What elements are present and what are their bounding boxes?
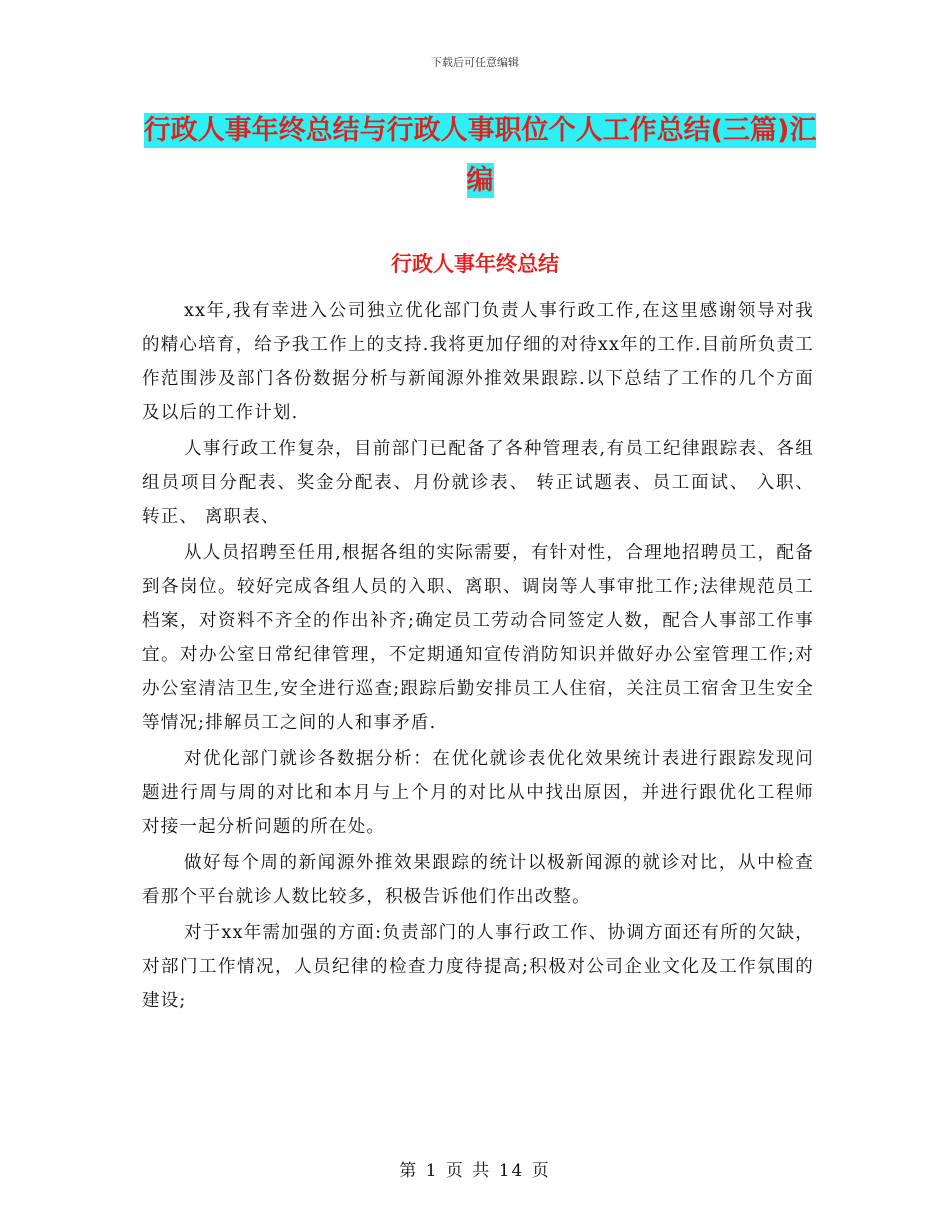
paragraph: xx年,我有幸进入公司独立优化部门负责人事行政工作,在这里感谢领导对我的精心培育，给予我工作上的支持.我将更加仔细的对待xx年的工作.目前所负责工作范围涉及部门各份数据分析与新闻源外推效果跟踪.以下总结了工作的几个方面及以后的工作计划.	[142, 301, 814, 423]
paragraph: 人事行政工作复杂，目前部门已配备了各种管理表,有员工纪律跟踪表、各组组员项目分配表、奖金分配表、月份就诊表、 转正试题表、员工面试、 入职、 转正、 离职表、	[142, 439, 814, 527]
document-title-text: 行政人事年终总结与行政人事职位个人工作总结(三篇)汇编	[143, 115, 817, 196]
paragraph: 做好每个周的新闻源外推效果跟踪的统计以极新闻源的就诊对比，从中检查看那个平台就诊人数比较多，积极告诉他们作出改整。	[142, 853, 814, 907]
document-title	[140, 106, 820, 206]
page-number: 第 1 页 共 14 页	[399, 1161, 551, 1181]
paragraph: 对优化部门就诊各数据分析：在优化就诊表优化效果统计表进行跟踪发现问题进行周与周的对比和本月与上个月的对比从中找出原因，并进行跟优化工程师对接一起分析问题的所在处。	[142, 749, 814, 837]
page-header-note: 下载后可任意编辑	[431, 56, 519, 69]
paragraph: 对于xx年需加强的方面:负责部门的人事行政工作、协调方面还有所的欠缺，对部门工作情况，人员纪律的检查力度待提高;积极对公司企业文化及工作氛围的建设;	[142, 923, 814, 1011]
paragraph: 从人员招聘至任用,根据各组的实际需要，有针对性，合理地招聘员工，配备到各岗位。较好完成各组人员的入职、离职、调岗等人事审批工作;法律规范员工档案，对资料不齐全的作出补齐;确定员工劳动合同签定人数，配合人事部工作事宜。对办公室日常纪律管理，不定期通知宣传消防知识并做好办公室管理工作;对办公室清洁卫生,安全进行巡查;跟踪后勤安排员工人住宿，关注员工宿舍卫生安全等情况;排解员工之间的人和事矛盾.	[142, 543, 814, 733]
section-title: 行政人事年终总结	[391, 252, 559, 276]
document-body	[142, 294, 814, 1020]
